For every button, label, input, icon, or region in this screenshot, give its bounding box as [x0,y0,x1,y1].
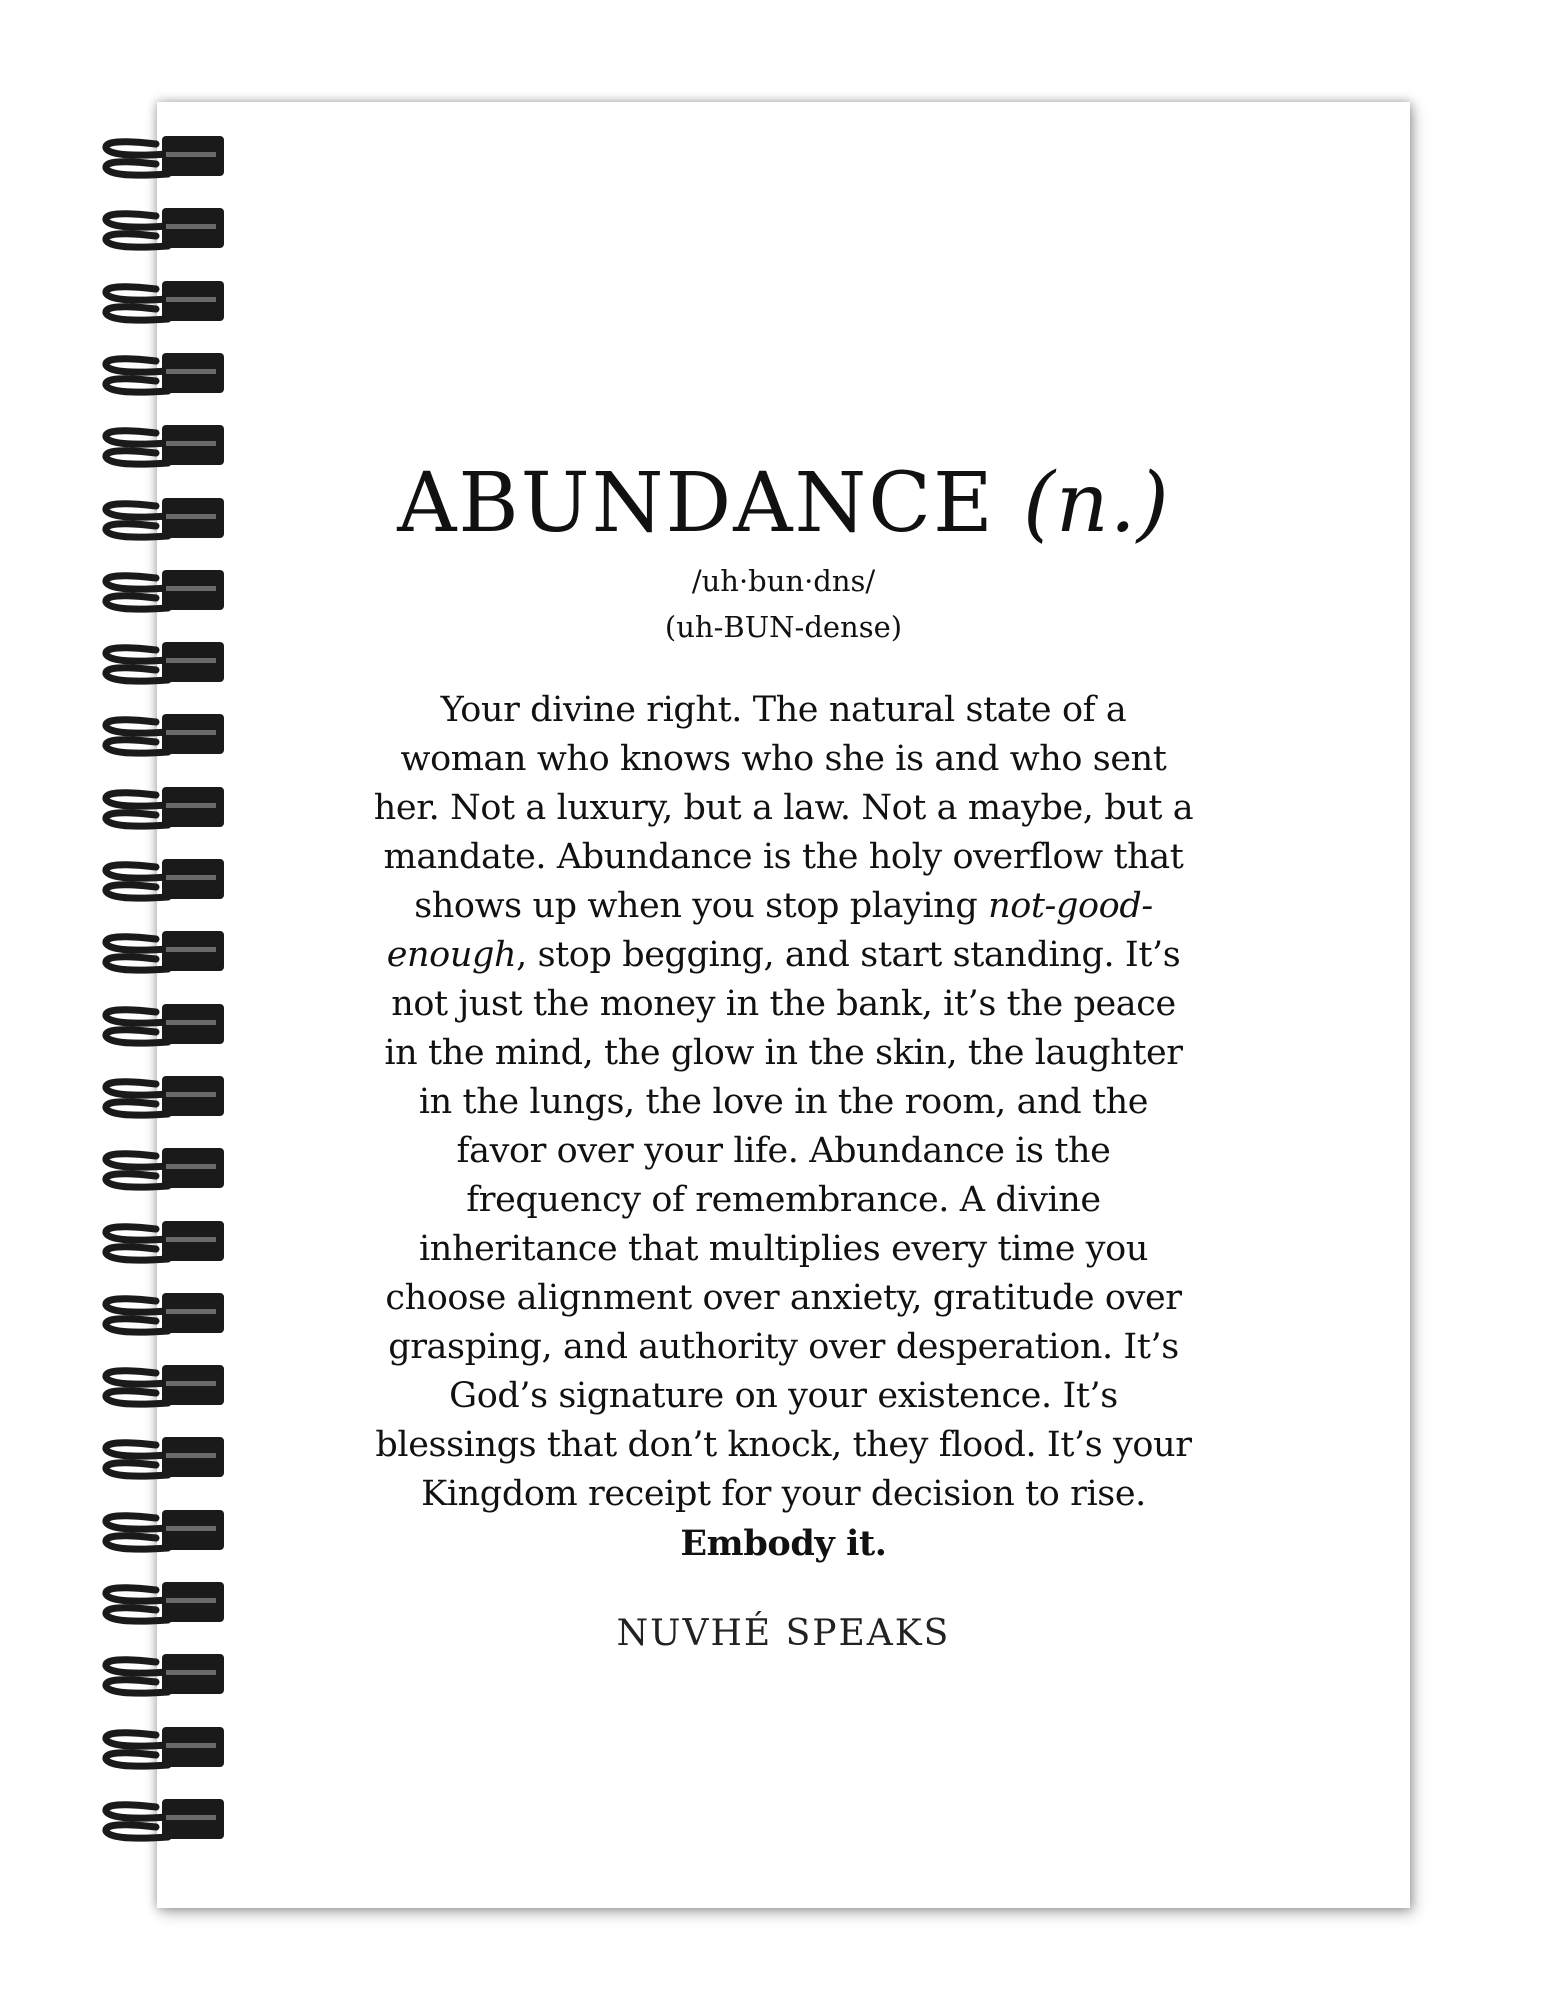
word-title [157,102,1410,552]
definition-part-2: , stop begging, and start standing. It’s not just the money in the bank, it’s the peace in the mind, the glow in the skin, the laughter in the lungs, the love in the room, and the favor over your life. Abundance is the frequency of remembrance. A divine inheritance that multiplies every time you choose alignment over anxiety, gratitude over grasping, and authority over desperation. It’s God’s signature on your existence. It’s blessings that don’t knock, they flood. It’s your Kingdom receipt for your decision to rise. [375,935,1192,1514]
spiral-coil [96,1648,236,1708]
definition-part-1: Your divine right. The natural state of a woman who knows who she is and who sent her. Not a luxury, but a law. Not a maybe, but a mandate. Abundance is the holy overflow that shows up when you stop playing [373,690,1194,926]
spiral-coil [96,1793,236,1853]
call-to-action: Embody it. [680,1523,887,1564]
part-of-speech: (n.) [1022,456,1170,551]
definition-text [374,686,1194,1569]
spiral-coil [96,1721,236,1781]
brand-signature: NUVHÉ SPEAKS [616,1613,951,1654]
definition-emphasis: not-good-enough [386,886,1153,975]
pronunciation: (uh-BUN-dense) [664,610,903,644]
phonetic-spelling: /uh·bun·dns/ [691,564,876,598]
term: ABUNDANCE [397,456,995,551]
definition-block [157,102,1410,1654]
